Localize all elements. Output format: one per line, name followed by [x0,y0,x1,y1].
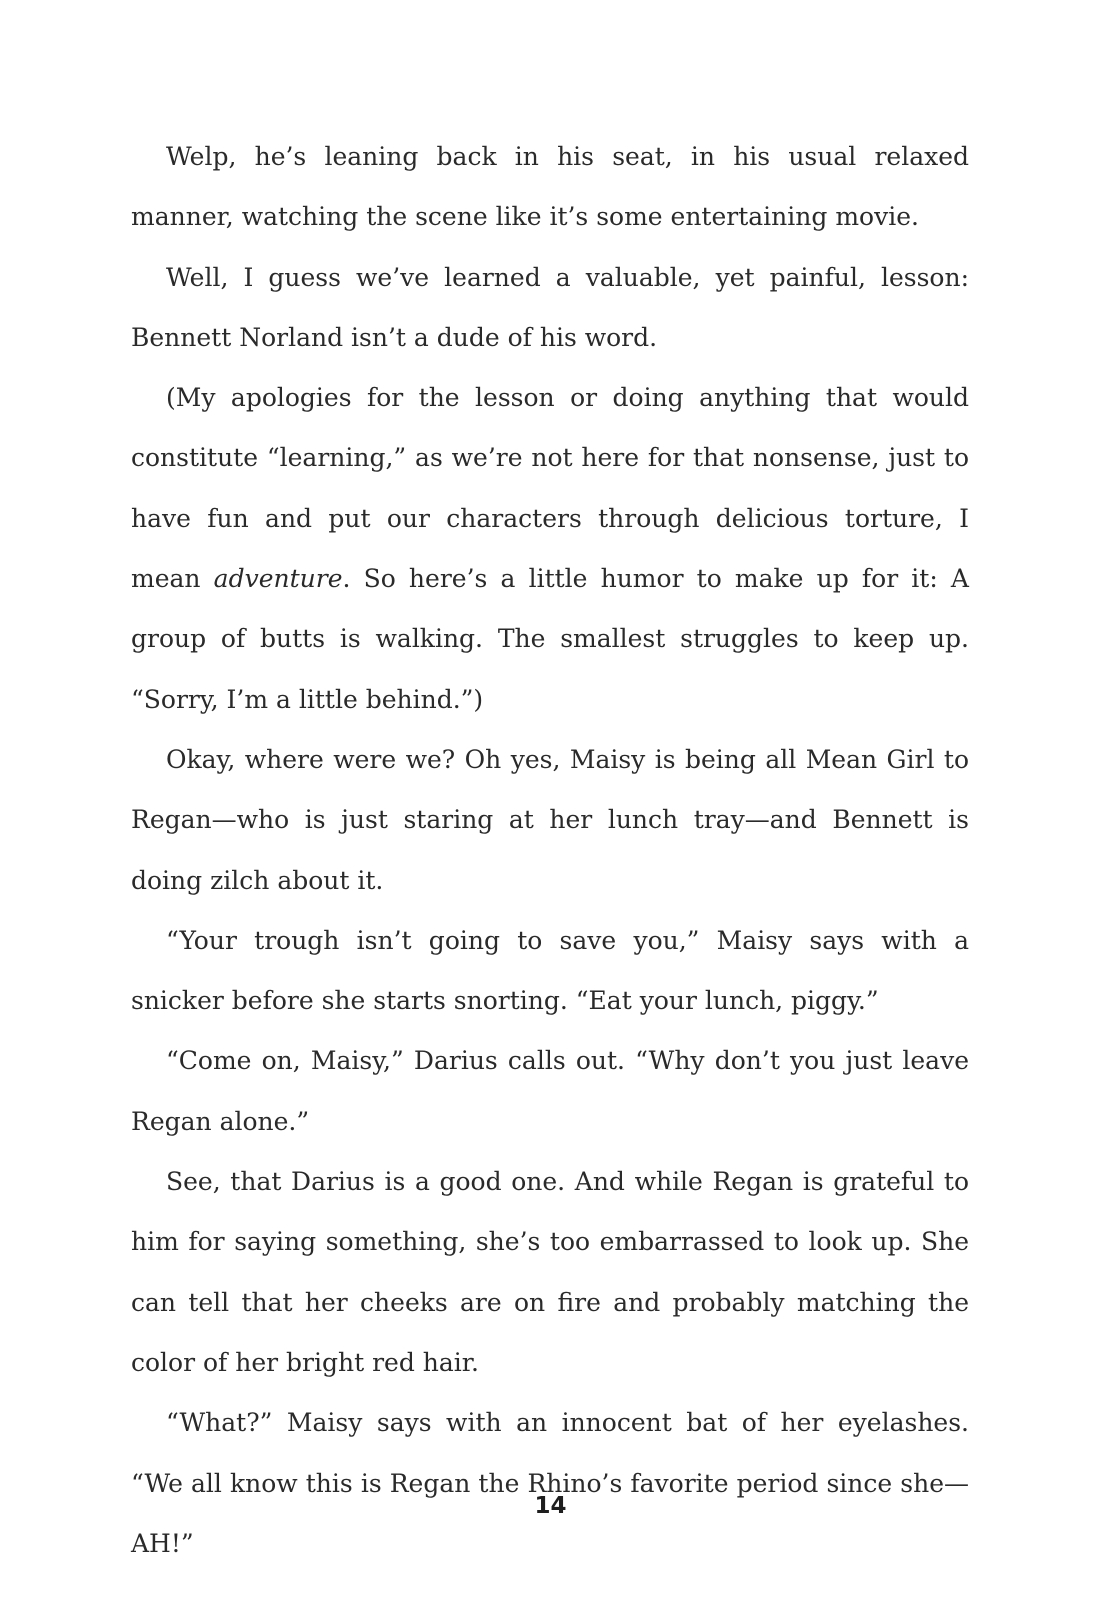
paragraph: Well, I guess we’ve learned a valuable, yet painful, lesson: Bennett Norland isn’t a dude of his word. [131,262,969,352]
paragraph: “Your trough isn’t going to save you,” Maisy says with a snicker before she starts snorting. “Eat your lunch, piggy.” [131,925,969,1016]
paragraph: See, that Darius is a good one. And while Regan is grateful to him for saying something, she’s too embarrassed to look up. She can tell that her cheeks are on fire and probably matching the color of her bright red hair. [131,1167,969,1377]
paragraph: “What?” Maisy says with an innocent bat of her eyelashes. “We all know this is Regan the Rhino’s favorite period since she—AH!” [131,1408,969,1558]
page-number: 14 [534,1493,567,1519]
paragraph: Okay, where were we? Oh yes, Maisy is being all Mean Girl to Regan—who is just staring at her lunch tray—and Bennett is doing zilch about it. [131,744,969,895]
body-text [131,127,969,1574]
paragraph: (My apologies for the lesson or doing anything that would constitute “learning,” as we’re not here for that nonsense, just to have fun and put our characters through delicious torture, I mean adventure. So here’s a little humor to make up for it: A group of butts is walking. The smallest struggles to keep up. “Sorry, I’m a little behind.”) [131,383,969,714]
emphasized-word: adventure [213,564,343,594]
paragraph: Welp, he’s leaning back in his seat, in his usual relaxed manner, watching the scene like it’s some entertaining movie. [131,142,969,232]
paragraph: “Come on, Maisy,” Darius calls out. “Why don’t you just leave Regan alone.” [131,1046,969,1136]
